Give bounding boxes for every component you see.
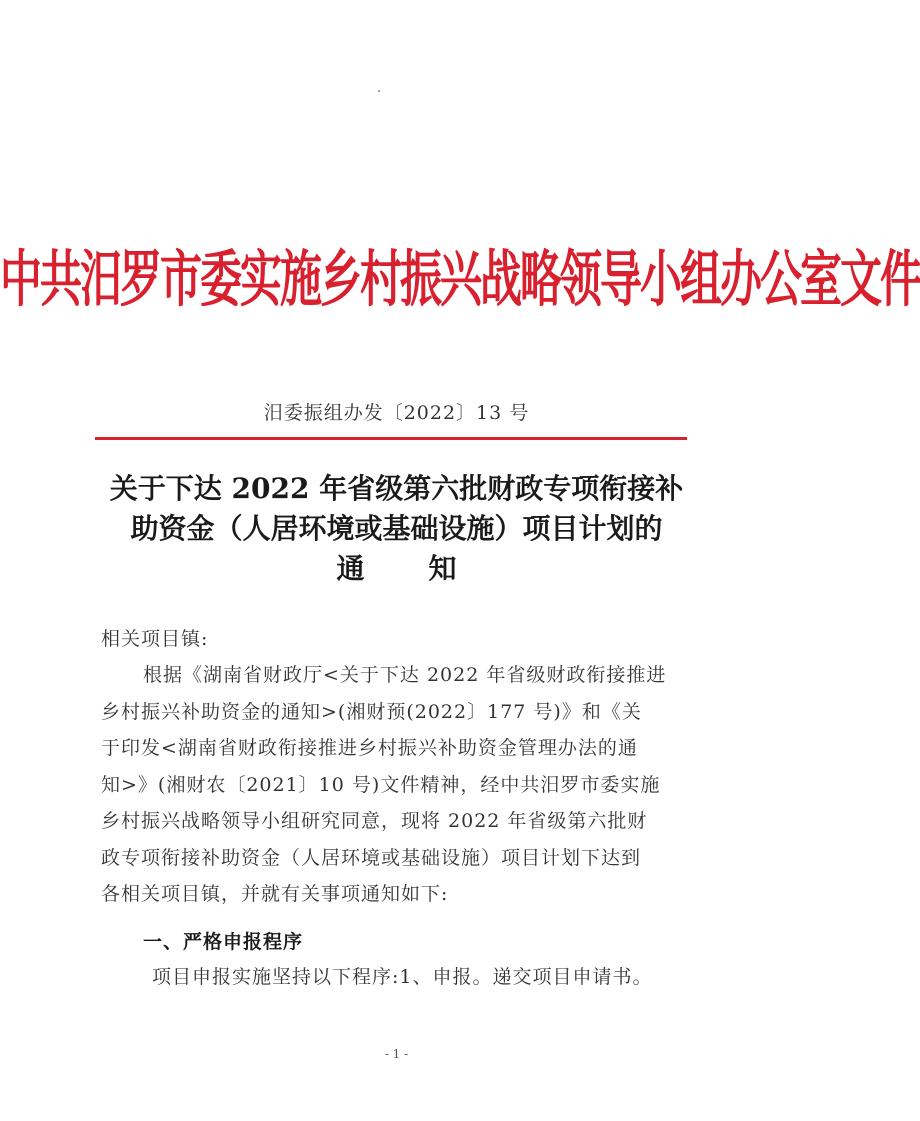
scan-speck <box>378 90 380 92</box>
salutation: 相关项目镇: <box>101 628 209 650</box>
notice-title <box>90 469 703 589</box>
body-paragraph <box>101 657 693 913</box>
body-line: 乡村振兴战略领导小组研究同意，现将 2022 年省级第六批财 <box>101 810 648 832</box>
body-line: 乡村振兴补助资金的通知>(湘财预(2022〕177 号)》和《关 <box>101 700 642 723</box>
notice-title-line-3: 通知 <box>336 552 521 585</box>
page-number: - 1 - <box>384 1047 409 1061</box>
red-separator-line <box>95 437 687 440</box>
body-line: 各相关项目镇，并就有关事项通知如下: <box>101 883 449 905</box>
section-text: 项目申报实施坚持以下程序:1、申报。递交项目申请书。 <box>152 966 653 988</box>
section-heading: 一、严格申报程序 <box>143 931 304 953</box>
body-line: 知>》(湘财农〔2021〕10 号)文件精神，经中共汨罗市委实施 <box>101 773 661 796</box>
notice-title-line-1: 关于下达 2022 年省级第六批财政专项衔接补 <box>109 472 684 505</box>
body-line: 于印发<湖南省财政衔接推进乡村振兴补助资金管理办法的通 <box>101 737 638 759</box>
document-number: 汨委振组办发〔2022〕13 号 <box>263 402 530 424</box>
notice-title-line-2: 助资金（人居环境或基础设施）项目计划的 <box>130 512 663 545</box>
body-line: 根据《湖南省财政厅<关于下达 2022 年省级财政衔接推进 <box>143 664 667 686</box>
body-line: 政专项衔接补助资金（人居环境或基础设施）项目计划下达到 <box>101 846 642 869</box>
issuing-office-header: 中共汨罗市委实施乡村振兴战略领导小组办公室文件 <box>0 243 920 315</box>
